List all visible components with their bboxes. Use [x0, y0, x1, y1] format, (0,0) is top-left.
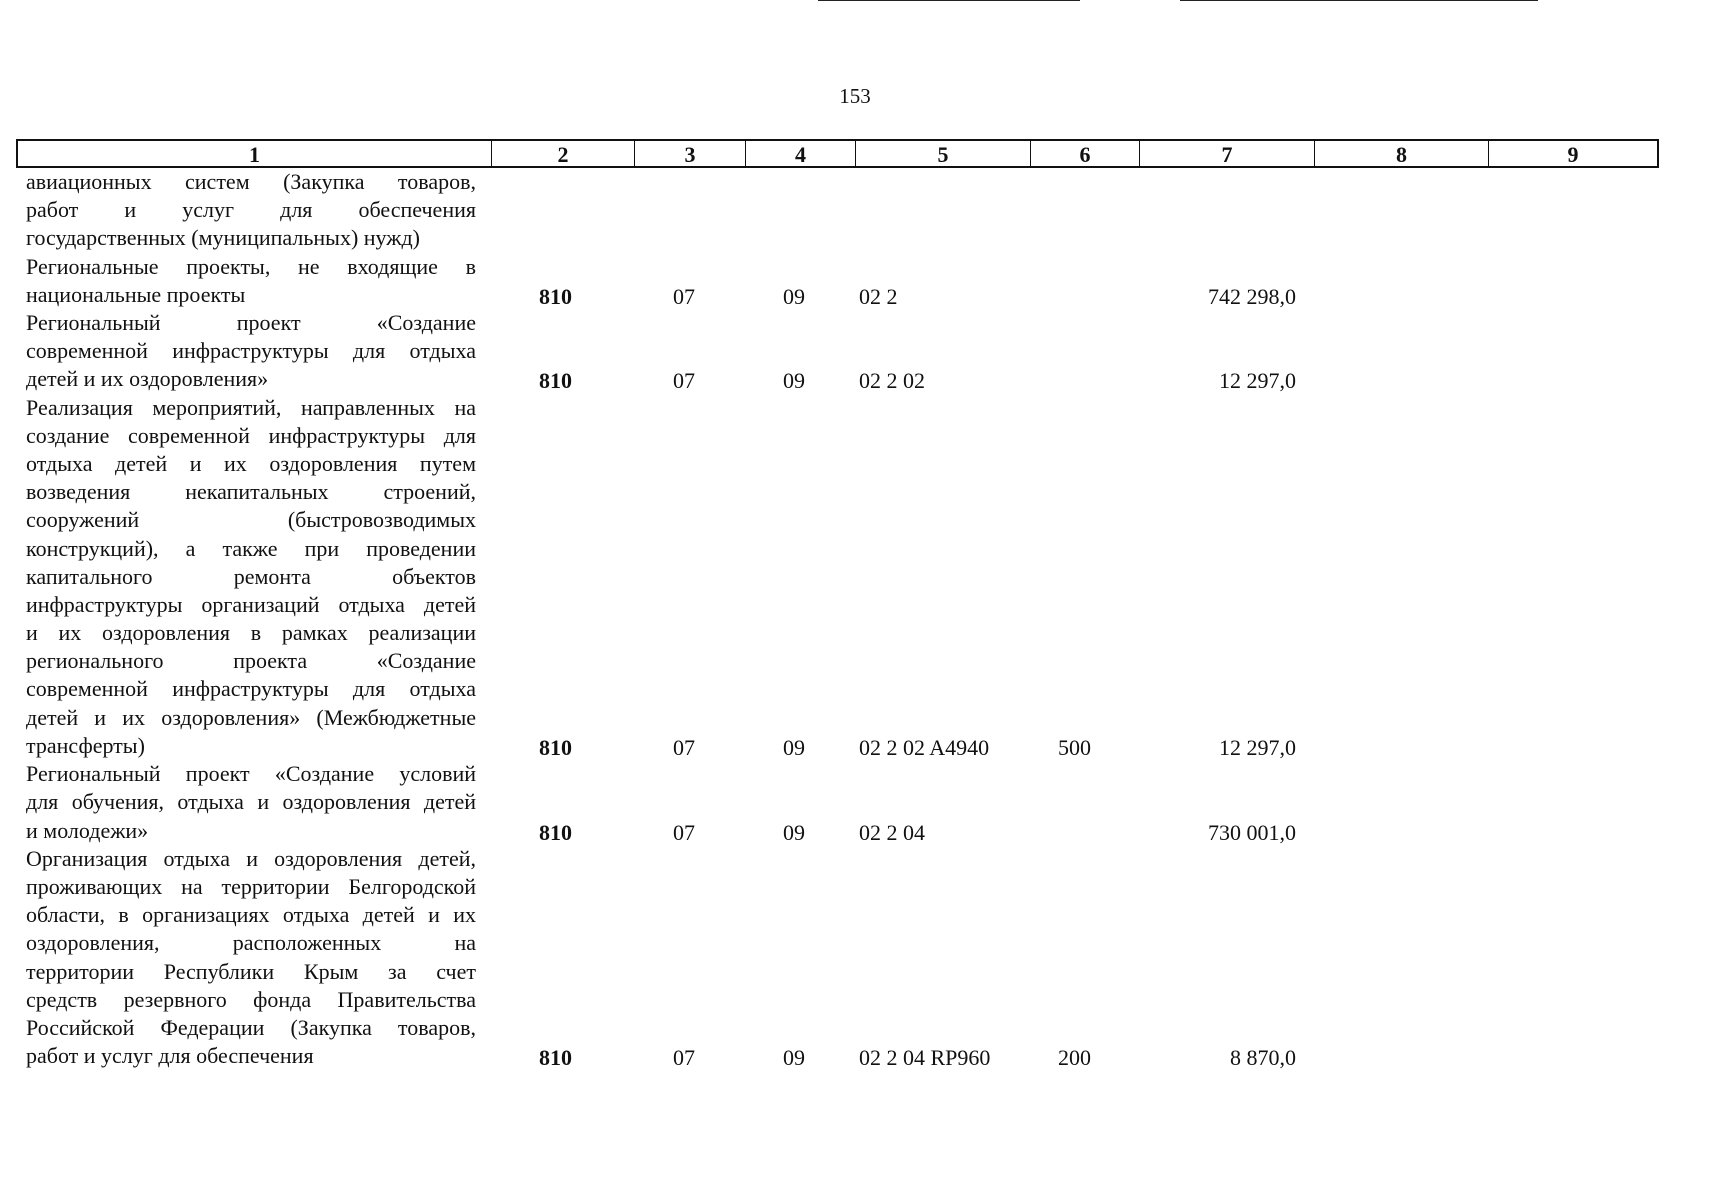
description-line: проживающих на территории Белгородской [26, 873, 476, 899]
cell-col-3: 07 [673, 368, 695, 394]
row-description [26, 845, 476, 1071]
cell-col-2: 810 [539, 819, 572, 845]
table-row [0, 253, 1710, 309]
description-line: Организация отдыха и оздоровления детей, [26, 845, 476, 871]
description-line: трансферты) [26, 732, 145, 758]
description-line: Российской Федерации (Закупка товаров, [26, 1014, 476, 1040]
description-line: средств резервного фонда Правительства [26, 986, 476, 1012]
cell-col-7: 12 297,0 [1219, 734, 1296, 760]
description-line: государственных (муниципальных) нужд) [26, 225, 420, 251]
cell-col-3: 07 [673, 283, 695, 309]
cell-col-7: 742 298,0 [1208, 283, 1296, 309]
top-rule-right [1180, 0, 1538, 1]
header-col-6: 6 [1031, 141, 1140, 166]
description-line: территории Республики Крым за счет [26, 958, 476, 984]
top-rule-left [818, 0, 1080, 1]
cell-col-5: 02 2 04 RP960 [859, 1045, 991, 1071]
table-header [16, 139, 1659, 168]
cell-col-2: 810 [539, 283, 572, 309]
description-line: работ и услуг для обеспечения [26, 1043, 314, 1069]
header-col-5: 5 [856, 141, 1031, 166]
row-description [26, 760, 476, 845]
row-description [26, 309, 476, 394]
header-col-2: 2 [492, 141, 635, 166]
description-line: авиационных систем (Закупка товаров, [26, 169, 476, 194]
table-row [0, 168, 1710, 253]
description-line: Региональный проект «Создание [26, 310, 476, 335]
header-col-9: 9 [1567, 142, 1579, 167]
description-line: и молодежи» [26, 817, 149, 843]
cell-col-4: 09 [783, 283, 805, 309]
cell-col-2: 810 [539, 734, 572, 760]
cell-col-4: 09 [783, 1045, 805, 1071]
cell-col-5: 02 2 [859, 283, 898, 309]
table-row [0, 845, 1710, 1071]
description-line: сооружений (быстровозводимых [26, 507, 476, 533]
table-row [0, 760, 1710, 845]
table-row [0, 309, 1710, 394]
cell-col-7: 12 297,0 [1219, 368, 1296, 394]
table-row [0, 394, 1710, 761]
description-line: создание современной инфраструктуры для [26, 422, 476, 448]
description-line: Реализация мероприятий, направленных на [26, 394, 476, 420]
cell-col-2: 810 [539, 1045, 572, 1071]
description-line: Региональный проект «Создание условий [26, 761, 476, 787]
description-line: детей и их оздоровления» (Межбюджетные [26, 704, 476, 730]
description-line: Региональные проекты, не входящие в [26, 253, 476, 279]
description-line: детей и их оздоровления» [26, 366, 269, 392]
cell-col-4: 09 [783, 368, 805, 394]
cell-col-2: 810 [539, 368, 572, 394]
page-number: 153 [839, 84, 871, 108]
description-line: оздоровления, расположенных на [26, 930, 476, 956]
description-line: области, в организациях отдыха детей и их [26, 902, 476, 928]
row-description [26, 168, 476, 253]
description-line: возведения некапитальных строений, [26, 479, 476, 505]
row-description [26, 253, 476, 309]
cell-col-5: 02 2 02 [859, 368, 925, 394]
description-line: инфраструктуры организаций отдыха детей [26, 591, 476, 617]
cell-col-5: 02 2 04 [859, 819, 925, 845]
description-line: современной инфраструктуры для отдыха [26, 676, 476, 702]
header-col-8: 8 [1315, 141, 1489, 166]
cell-col-3: 07 [673, 1045, 695, 1071]
description-line: конструкций), а также при проведении [26, 535, 476, 561]
description-line: для обучения, отдыха и оздоровления детей [26, 789, 476, 815]
header-col-3: 3 [635, 141, 746, 166]
description-line: работ и услуг для обеспечения [26, 197, 476, 223]
description-line: и их оздоровления в рамках реализации [26, 620, 476, 646]
cell-col-6: 200 [1058, 1045, 1091, 1071]
row-description [26, 394, 476, 760]
cell-col-4: 09 [783, 819, 805, 845]
description-line: современной инфраструктуры для отдыха [26, 338, 476, 364]
description-line: капитального ремонта объектов [26, 563, 476, 589]
header-col-4: 4 [746, 141, 856, 166]
cell-col-4: 09 [783, 734, 805, 760]
header-col-7: 7 [1140, 141, 1315, 166]
header-col-1: 1 [18, 141, 492, 166]
cell-col-7: 8 870,0 [1230, 1045, 1296, 1071]
cell-col-6: 500 [1058, 734, 1091, 760]
cell-col-7: 730 001,0 [1208, 819, 1296, 845]
cell-col-3: 07 [673, 819, 695, 845]
description-line: отдыха детей и их оздоровления путем [26, 450, 476, 476]
description-line: национальные проекты [26, 281, 246, 307]
description-line: регионального проекта «Создание [26, 648, 476, 674]
cell-col-5: 02 2 02 A4940 [859, 734, 990, 760]
cell-col-3: 07 [673, 734, 695, 760]
